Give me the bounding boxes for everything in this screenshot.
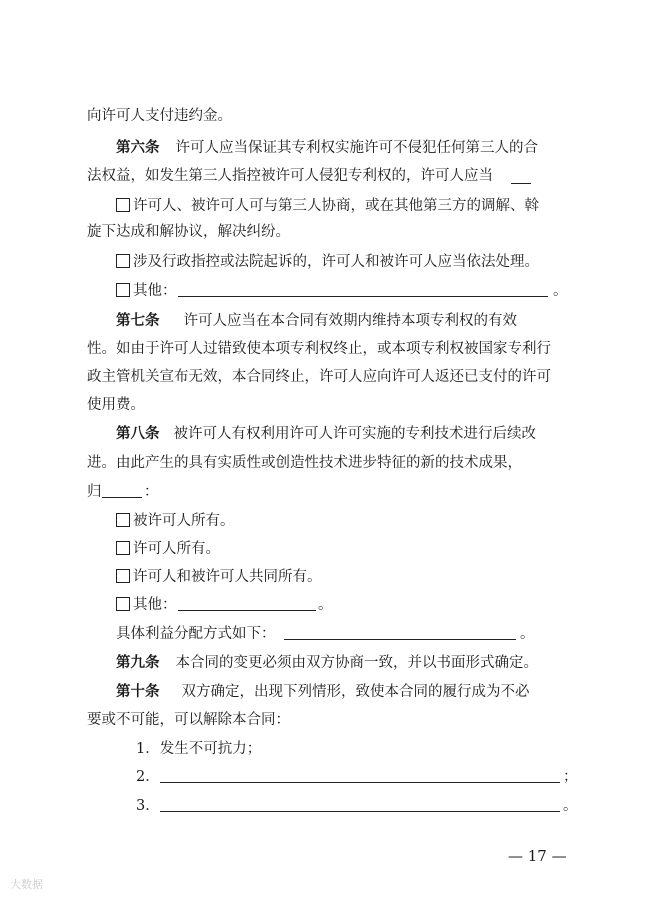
article-10-line-1 <box>116 682 530 702</box>
article-10-item-3: 3． <box>136 798 160 814</box>
article-6-blank[interactable] <box>511 183 531 184</box>
article-8-option-1 <box>116 511 235 531</box>
period: 。 <box>563 798 578 814</box>
article-7-line-4: 使用费。 <box>87 397 145 413</box>
article-6-heading: 第六条 <box>116 139 160 156</box>
option-text: 其他： <box>133 283 177 299</box>
period: 。 <box>318 597 333 613</box>
article-8-line-1 <box>116 424 536 444</box>
continuation-line: 向许可人支付违约金。 <box>87 108 232 124</box>
article-10-heading: 第十条 <box>116 683 160 700</box>
period: 。 <box>553 283 568 299</box>
article-6-option-2 <box>116 252 539 272</box>
checkbox[interactable] <box>116 541 130 555</box>
article-6-option-1 <box>116 196 539 216</box>
semicolon: ； <box>563 769 578 785</box>
article-8-other-blank[interactable] <box>178 610 316 611</box>
article-8-share-label: 具体利益分配方式如下： <box>116 626 276 642</box>
article-7-text-1: 许可人应当在本合同有效期内维持本项专利权的有效 <box>183 313 517 329</box>
article-10-item-2-blank[interactable] <box>160 782 560 783</box>
article-7-line-3: 政主管机关宣布无效，本合同终止，许可人应向许可人返还已支付的许可 <box>87 369 551 385</box>
page-number: — 17 — <box>508 847 567 865</box>
article-6-option-1-cont: 旋下达成和解协议，解决纠纷。 <box>87 224 290 240</box>
article-6-option-3 <box>116 281 177 301</box>
article-8-owner-blank[interactable] <box>102 497 142 498</box>
article-6-line-1 <box>116 138 538 158</box>
option-text: 其他： <box>133 597 177 613</box>
checkbox[interactable] <box>116 597 130 611</box>
checkbox[interactable] <box>116 198 130 212</box>
article-10-item-3-blank[interactable] <box>160 811 560 812</box>
watermark: 大数据 <box>10 878 43 891</box>
article-9-text-1: 本合同的变更必须由双方协商一致，并以书面形式确定。 <box>175 655 538 671</box>
article-6-text-1: 许可人应当保证其专利权实施许可不侵犯任何第三人的合 <box>175 140 538 156</box>
option-text: 许可人、被许可人可与第三人协商，或在其他第三方的调解、斡 <box>133 198 539 214</box>
article-8-line-3-prefix: 归 <box>87 484 102 500</box>
checkbox[interactable] <box>116 254 130 268</box>
article-10-line-2: 要或不可能，可以解除本合同： <box>87 712 290 728</box>
article-8-text-1: 被许可人有权利用许可人许可实施的专利技术进行后续改 <box>173 426 536 442</box>
article-6-line-2: 法权益，如发生第三人指控被许可人侵犯专利权的，许可人应当 <box>87 168 493 184</box>
article-8-share-blank[interactable] <box>284 639 516 640</box>
article-8-heading: 第八条 <box>116 425 160 442</box>
article-9-heading: 第九条 <box>116 654 160 671</box>
period: 。 <box>520 626 535 642</box>
article-7-heading: 第七条 <box>116 312 160 329</box>
article-8-line-2: 进。由此产生的具有实质性或创造性技术进步特征的新的技术成果， <box>87 455 522 471</box>
checkbox[interactable] <box>116 283 130 297</box>
checkbox[interactable] <box>116 513 130 527</box>
checkbox[interactable] <box>116 569 130 583</box>
article-10-item-2: 2． <box>136 769 160 785</box>
option-text: 涉及行政指控或法院起诉的，许可人和被许可人应当依法处理。 <box>133 254 539 270</box>
article-7-line-2: 性。如由于许可人过错致使本项专利权终止，或本项专利权被国家专利行 <box>87 341 551 357</box>
article-10-text-1: 双方确定，出现下列情形，致使本合同的履行成为不必 <box>181 684 530 700</box>
article-10-item-1: 1．发生不可抗力； <box>136 741 262 757</box>
article-6-other-blank[interactable] <box>178 296 548 297</box>
option-text: 许可人和被许可人共同所有。 <box>133 569 322 585</box>
option-text: 许可人所有。 <box>133 541 220 557</box>
option-text: 被许可人所有。 <box>133 513 235 529</box>
article-8-line-3-suffix: ： <box>144 484 159 500</box>
article-8-option-3 <box>116 567 322 587</box>
article-8-option-4 <box>116 595 177 615</box>
article-7-line-1 <box>116 311 517 331</box>
article-8-option-2 <box>116 539 220 559</box>
article-9-line-1 <box>116 653 538 673</box>
